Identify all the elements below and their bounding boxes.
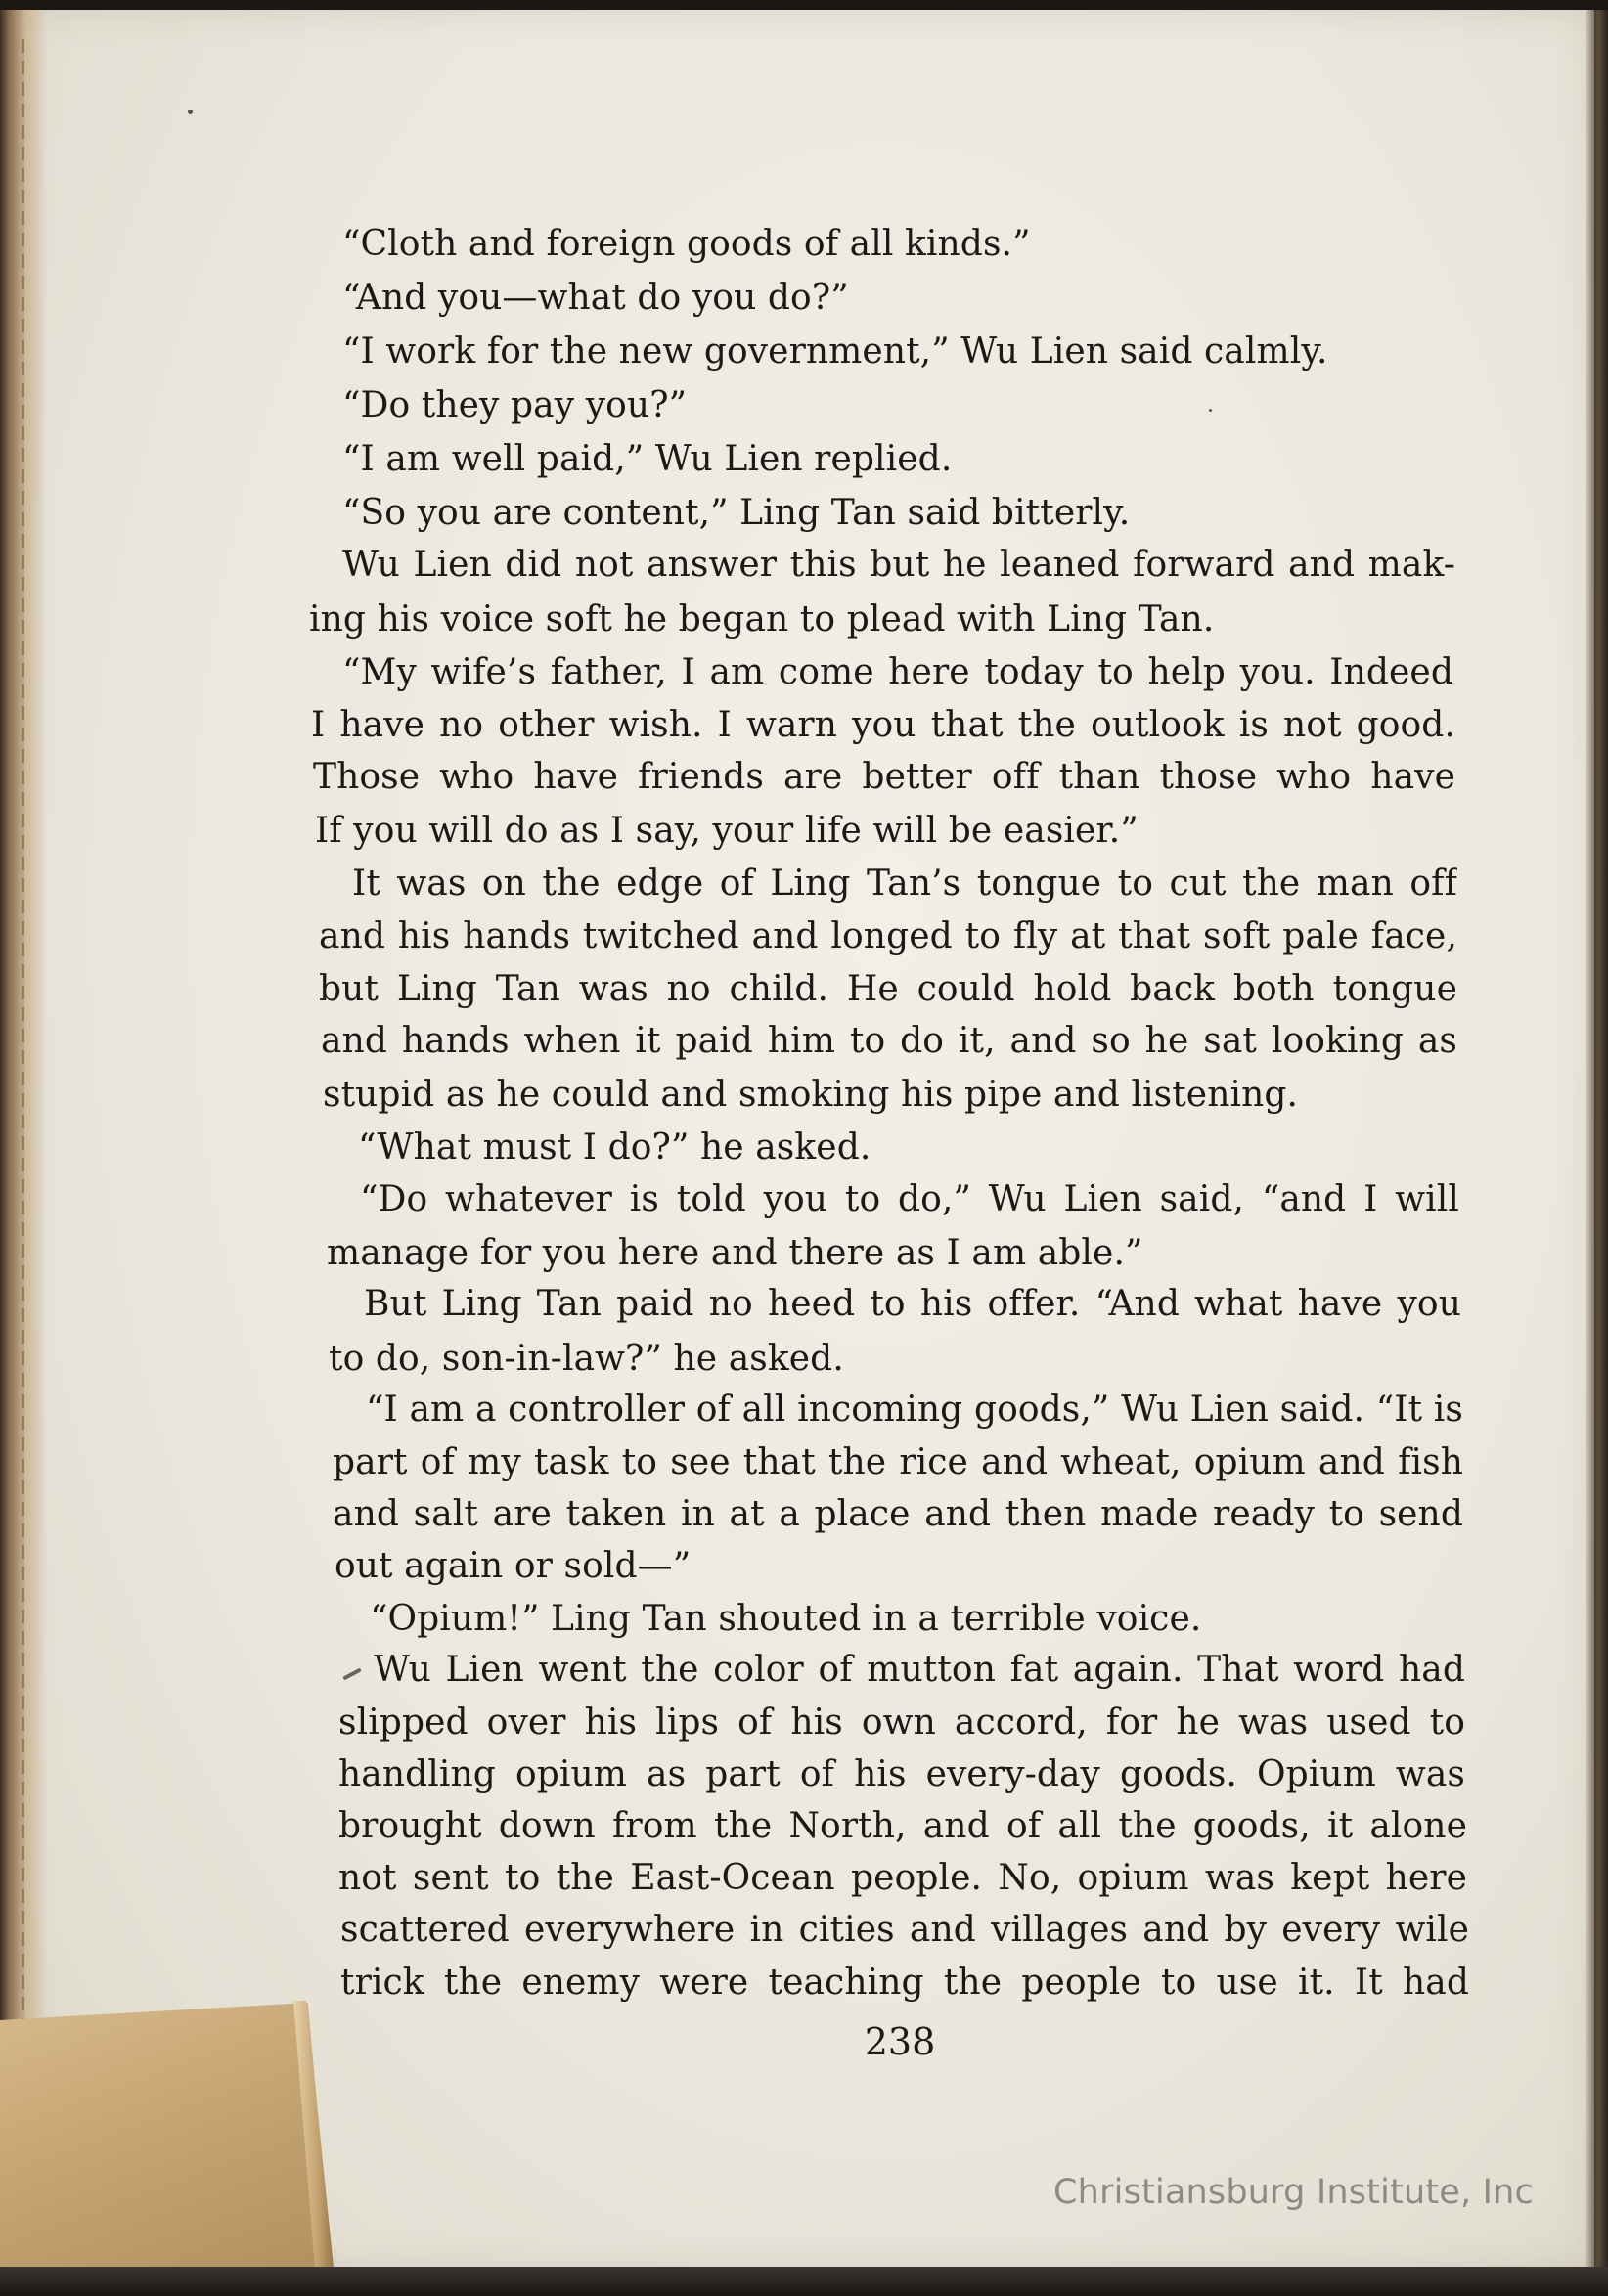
page-number: 238	[864, 2020, 936, 2063]
text-line: “Do whatever is told you to do,” Wu Lien said, “and I will	[360, 1179, 1459, 1219]
text-line: Wu Lien did not answer this but he leaned forward and mak-	[342, 545, 1455, 585]
text-line: handling opium as part of his every-day goods. Opium was	[338, 1754, 1465, 1794]
text-line: to do, son-in-law?” he asked.	[329, 1339, 844, 1379]
text-line: manage for you here and there as I am able.”	[327, 1233, 1143, 1273]
text-line: If you will do as I say, your life will be easier.”	[315, 811, 1139, 851]
text-line: ing his voice soft he began to plead with Ling Tan.	[309, 599, 1215, 640]
text-line: brought down from the North, and of all the goods, it alone	[338, 1806, 1467, 1846]
text-line: stupid as he could and smoking his pipe and listening.	[323, 1075, 1299, 1115]
text-line: scattered everywhere in cities and villages and by every wile	[340, 1910, 1469, 1950]
text-line: “I am a controller of all incoming goods,” Wu Lien said. “It is	[366, 1390, 1463, 1430]
text-line: “And you—what do you do?”	[342, 278, 849, 318]
text-line: “I work for the new government,” Wu Lien said calmly.	[342, 331, 1328, 372]
folded-flap	[0, 2003, 335, 2296]
text-line: part of my task to see that the rice and wheat, opium and fish	[333, 1442, 1463, 1482]
text-line: But Ling Tan paid no heed to his offer. “And what have you	[364, 1284, 1461, 1324]
text-line: out again or sold—”	[335, 1546, 692, 1586]
text-line: “Do they pay you?”	[342, 385, 688, 425]
text-line: not sent to the East-Ocean people. No, opium was kept here	[338, 1858, 1467, 1898]
text-line: trick the enemy were teaching the people to use it. It had	[340, 1963, 1469, 2003]
text-line: “What must I do?” he asked.	[358, 1127, 871, 1168]
text-line: “Opium!” Ling Tan shouted in a terrible voice.	[370, 1599, 1202, 1639]
bottom-page-edge	[0, 2267, 1608, 2296]
text-line: and salt are taken in at a place and then made ready to send	[333, 1494, 1463, 1534]
text-line: slipped over his lips of his own accord, for he was used to	[338, 1702, 1465, 1743]
text-line: and hands when it paid him to do it, and so he sat looking as	[321, 1021, 1457, 1061]
text-line: “So you are content,” Ling Tan said bitterly.	[342, 493, 1131, 533]
text-line: I have no other wish. I warn you that the outlook is not good.	[311, 705, 1455, 745]
text-line: It was on the edge of Ling Tan’s tongue to cut the man off	[352, 863, 1457, 904]
watermark-text: Christiansburg Institute, Inc	[1053, 2173, 1534, 2212]
text-line: but Ling Tan was no child. He could hold back both tongue	[319, 969, 1457, 1009]
text-line: Those who have friends are better off than those who have	[313, 757, 1455, 797]
text-line: and his hands twitched and longed to fly at that soft pale face,	[319, 916, 1457, 956]
text-line: “Cloth and foreign goods of all kinds.”	[342, 224, 1031, 264]
text-line: Wu Lien went the color of mutton fat again. That word had	[374, 1650, 1465, 1690]
text-line: “My wife’s father, I am come here today to help you. Indeed	[342, 652, 1453, 692]
text-line: “I am well paid,” Wu Lien replied.	[342, 439, 953, 479]
